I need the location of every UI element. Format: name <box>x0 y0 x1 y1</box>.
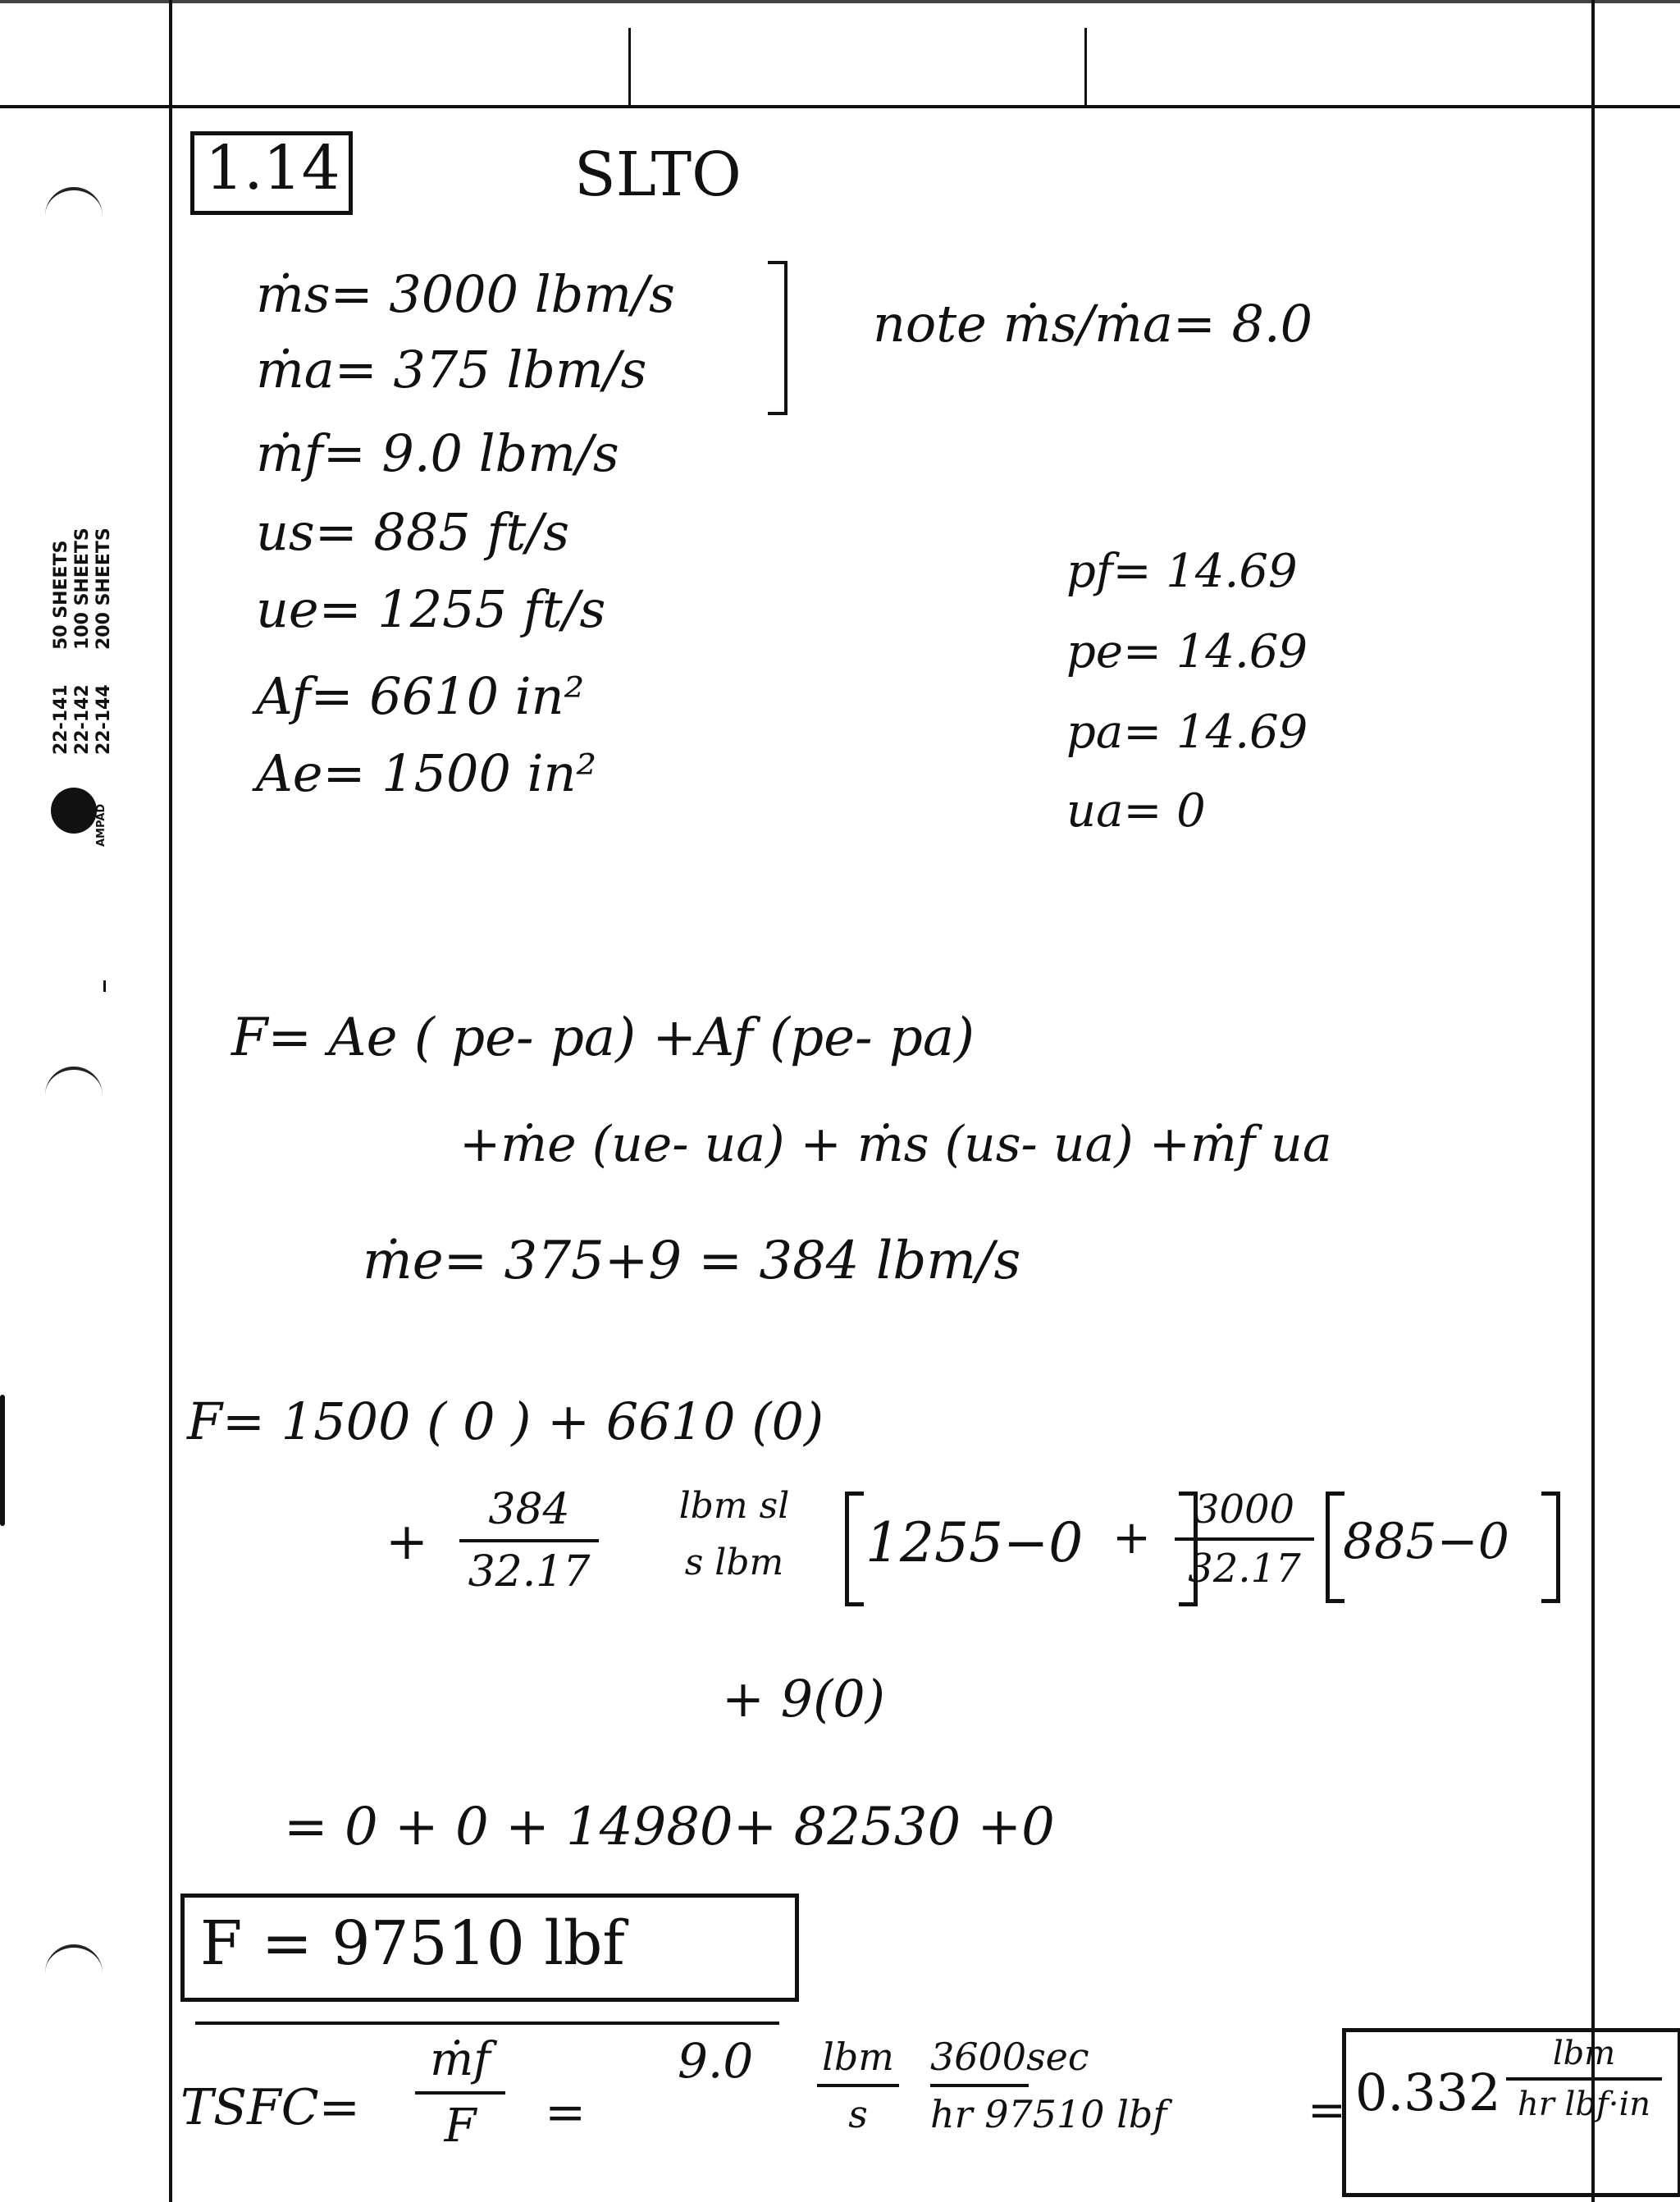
tsfc-result-unit-den: hr lbf·in <box>1517 2086 1651 2123</box>
header-divider-2 <box>1084 28 1087 107</box>
given-ae: Ae= 1500 in² <box>256 743 597 803</box>
edge-tick <box>103 980 106 992</box>
top-edge-rule <box>0 0 1680 3</box>
given-ua: ua= 0 <box>1066 784 1206 838</box>
tsfc-unit-lbm-per-s <box>817 2035 899 2136</box>
tsfc-denominator: F <box>444 2099 477 2153</box>
note-ratio: note ṁs/ṁa= 8.0 <box>873 294 1313 354</box>
bracket-1255-bottom-left <box>849 1602 864 1606</box>
given-pe: pe= 14.69 <box>1066 625 1308 678</box>
given-us: us= 885 ft/s <box>256 502 570 562</box>
tsfc-unit-3600sec: 3600sec <box>930 2035 1089 2079</box>
sum-line: = 0 + 0 + 14980+ 82530 +0 <box>284 1797 1055 1857</box>
ampad-logo <box>51 788 97 834</box>
bracket-885-top-left <box>1330 1492 1344 1496</box>
bracket-1255-content: 1255−0 <box>865 1511 1084 1574</box>
bracket-885-bottom-right <box>1541 1599 1556 1603</box>
bracket-885-content: 885−0 <box>1343 1513 1509 1570</box>
condition-label: SLTO <box>574 139 742 210</box>
bracket-1255-bottom-right <box>1179 1602 1194 1606</box>
tsfc-result-unit <box>1506 2035 1662 2123</box>
tsfc-equals: = <box>545 2084 587 2141</box>
bracket-885-top-right <box>1541 1492 1556 1496</box>
tsfc-fuel-value: 9.0 <box>678 2033 754 2089</box>
fraction-bar <box>1506 2077 1662 2081</box>
substitution-line1: F= 1500 ( 0 ) + 6610 (0) <box>187 1391 824 1451</box>
tsfc-unit-conversion <box>906 2035 1316 2136</box>
sheet-code-2: 22-142 <box>72 684 93 755</box>
sheet-code-1: 22-141 <box>51 684 71 755</box>
plus-sign-2: + <box>1112 1511 1151 1565</box>
unit-conversion-denominator: s lbm <box>684 1542 784 1583</box>
fraction-384-numerator: 384 <box>488 1485 570 1534</box>
edge-mark <box>0 1395 5 1526</box>
binder-hole-bottom <box>45 1944 103 1980</box>
fraction-bar <box>930 2084 1029 2087</box>
sheet-count-3: 200 SHEETS <box>94 528 114 650</box>
fraction-384-denominator: 32.17 <box>468 1547 591 1597</box>
thrust-result: F = 97510 lbf <box>200 1908 625 1979</box>
sheet-count-1: 50 SHEETS <box>51 540 71 650</box>
given-bracket <box>768 261 788 415</box>
tsfc-result-unit-num: lbm <box>1552 2035 1616 2072</box>
sheet-count-2: 100 SHEETS <box>72 528 93 650</box>
header-rule <box>0 105 1680 108</box>
left-margin-rule <box>169 0 172 2202</box>
tsfc-unit-hr-lbf: hr 97510 lbf <box>930 2092 1167 2136</box>
given-ue: ue= 1255 ft/s <box>256 579 606 639</box>
binder-hole-top <box>45 187 103 223</box>
header-divider-1 <box>628 28 631 107</box>
ampad-brand-text: AMPAD <box>95 803 107 847</box>
thrust-result-underline <box>195 2022 779 2025</box>
plus-sign-1: + <box>386 1511 428 1571</box>
right-margin-rule <box>1591 0 1595 2202</box>
thrust-equation-line1: F= Ae ( pe- pa) +Af (pe- pa) <box>231 1007 975 1068</box>
unit-conversion-fraction <box>656 1485 812 1583</box>
exit-mass-flow: ṁe= 375+9 = 384 lbm/s <box>363 1231 1021 1291</box>
bracket-885 <box>1326 1492 1560 1603</box>
sheet-code-3: 22-144 <box>94 684 114 755</box>
given-pf: pf= 14.69 <box>1066 545 1298 598</box>
unit-conversion-numerator: lbm sl <box>678 1485 790 1527</box>
tsfc-numerator: ṁf <box>430 2033 491 2086</box>
fraction-3000-denominator: 32.17 <box>1188 1546 1301 1592</box>
bracket-1255-top-left <box>849 1492 864 1496</box>
given-mf: ṁf= 9.0 lbm/s <box>256 423 619 483</box>
bracket-885-bottom-left <box>1330 1599 1344 1603</box>
thrust-equation-line2: +ṁe (ue- ua) + ṁs (us- ua) +ṁf ua <box>459 1116 1332 1173</box>
problem-number: 1.14 <box>205 133 340 203</box>
fraction-bar <box>459 1539 599 1542</box>
tsfc-label: TSFC= <box>180 2079 360 2136</box>
fraction-bar <box>1175 1537 1314 1541</box>
given-af: Af= 6610 in² <box>256 666 585 726</box>
fraction-bar <box>817 2084 899 2087</box>
binder-hole-middle <box>45 1067 103 1103</box>
tsfc-unit-lbm: lbm <box>822 2035 894 2079</box>
tsfc-result-value: 0.332 <box>1355 2063 1501 2122</box>
given-pa: pa= 14.69 <box>1066 706 1308 759</box>
tsfc-unit-s: s <box>848 2092 868 2136</box>
tsfc-equals-2: = <box>1308 2084 1346 2137</box>
substitution-line3: + 9(0) <box>722 1669 885 1729</box>
given-ms: ṁs= 3000 lbm/s <box>256 264 675 324</box>
given-ma: ṁa= 375 lbm/s <box>256 340 647 400</box>
tsfc-fraction <box>415 2033 505 2153</box>
fraction-3000-over-32-17 <box>1175 1487 1314 1592</box>
fraction-3000-numerator: 3000 <box>1194 1487 1295 1533</box>
fraction-bar <box>415 2091 505 2095</box>
fraction-384-over-32-17 <box>459 1485 599 1597</box>
